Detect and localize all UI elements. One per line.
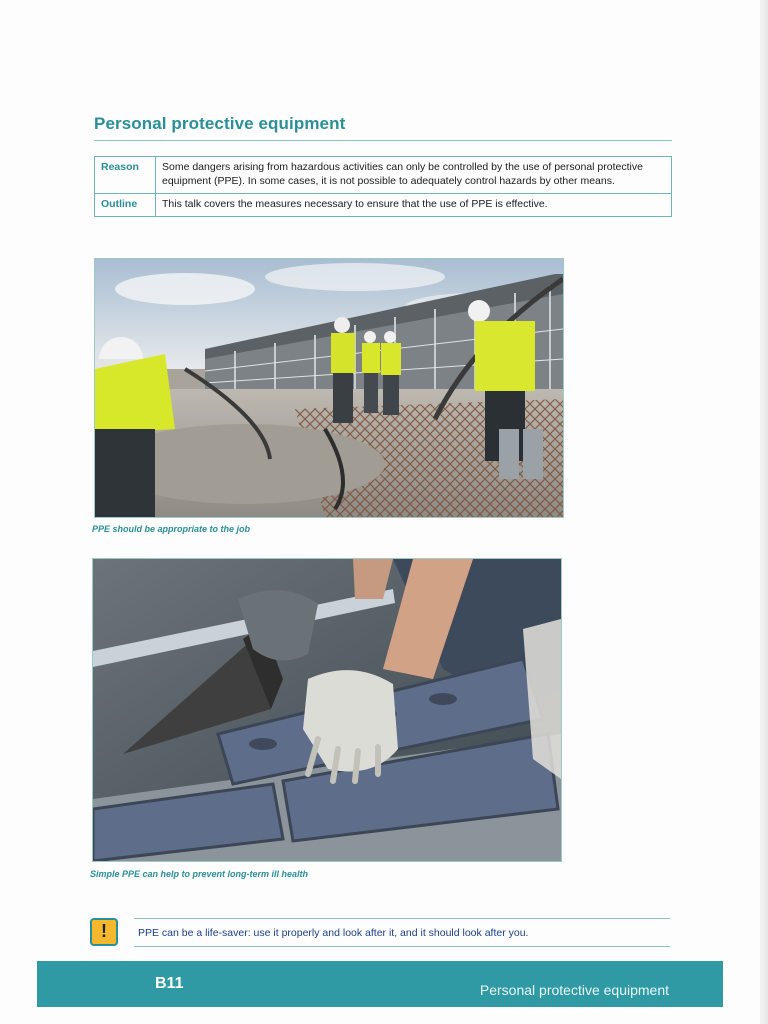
exclamation-warning-icon: !	[90, 918, 118, 946]
figure-caption: PPE should be appropriate to the job	[92, 524, 251, 534]
tip-bottom-rule	[134, 946, 670, 947]
bricklaying-photo	[92, 558, 562, 862]
outline-text: This talk covers the measures necessary to ensure that the use of PPE is effective.	[156, 193, 672, 216]
page-edge-shadow	[760, 0, 768, 1024]
tip-text: PPE can be a life-saver: use it properly and look after it, and it should look after you.	[138, 927, 529, 939]
reason-text: Some dangers arising from hazardous activities can only be controlled by the use of personal protective equipment (PPE). In some cases, it is not possible to adequately control hazards by other means.	[156, 157, 672, 194]
outline-label: Outline	[95, 193, 156, 216]
reason-outline-table	[94, 156, 672, 217]
section-code: B11	[155, 975, 184, 992]
table-row	[95, 193, 672, 216]
page-title: Personal protective equipment	[94, 114, 346, 133]
bricklaying-illustration	[93, 559, 561, 861]
construction-site-photo	[94, 258, 564, 518]
figure-caption: Simple PPE can help to prevent long-term ill health	[90, 869, 309, 879]
tip-top-rule	[134, 918, 670, 919]
title-divider	[94, 140, 672, 141]
reason-label: Reason	[95, 157, 156, 194]
footer-bar	[37, 961, 723, 1007]
footer-title: Personal protective equipment	[479, 982, 669, 998]
table-row	[95, 157, 672, 194]
construction-site-illustration	[95, 259, 563, 517]
